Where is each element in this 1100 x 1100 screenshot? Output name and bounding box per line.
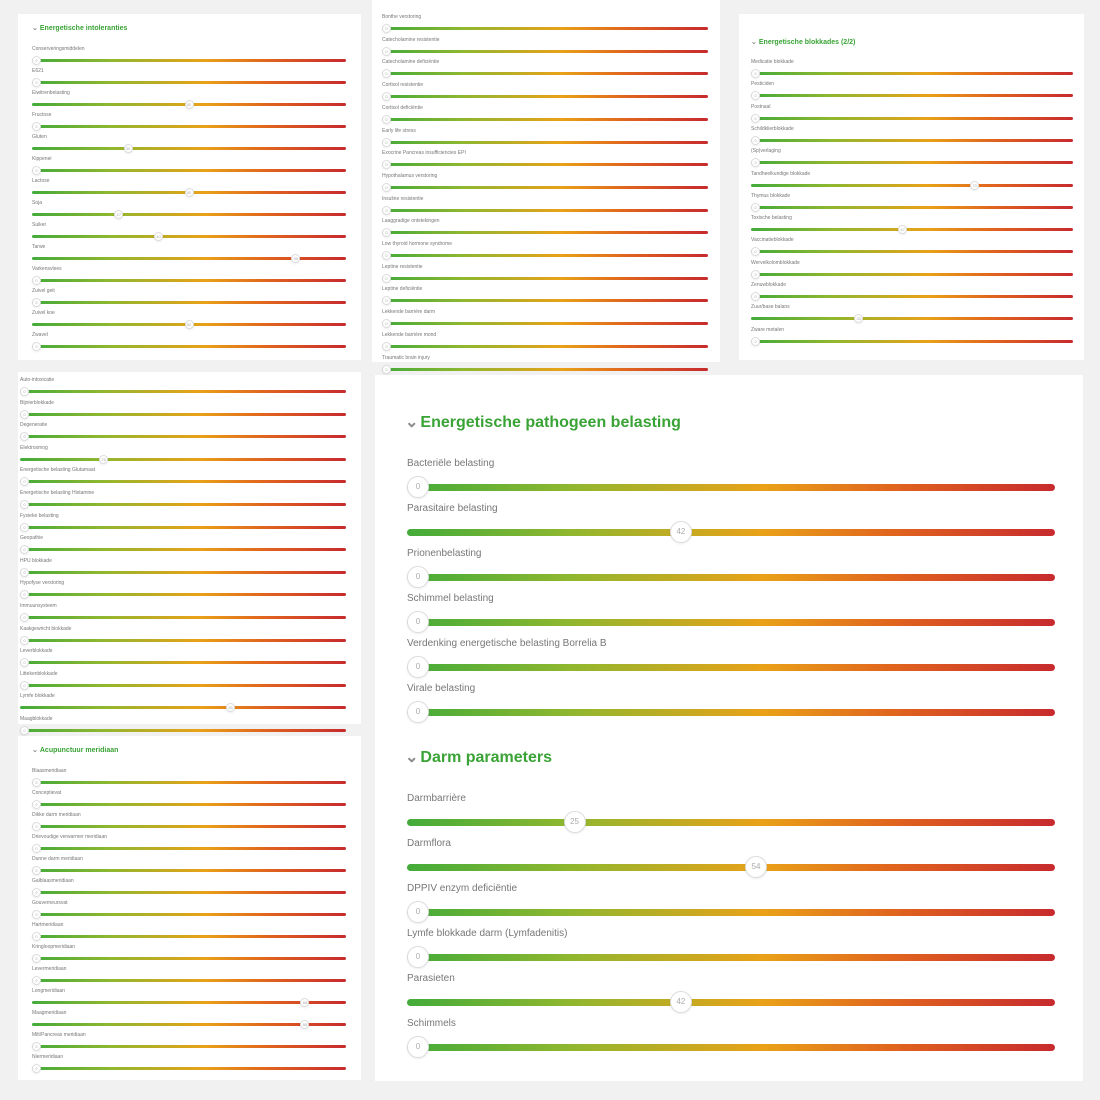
slider-label: Insuline resistentie xyxy=(382,195,424,202)
slider-handle[interactable]: 0 xyxy=(32,1064,41,1073)
panel-meridiaan xyxy=(18,736,361,1080)
slider-handle[interactable]: 0 xyxy=(751,136,760,145)
slider-handle[interactable]: 0 xyxy=(32,910,41,919)
slider-handle[interactable]: 0 xyxy=(20,658,29,667)
slider-track[interactable] xyxy=(382,345,708,348)
slider-handle[interactable]: 42 xyxy=(670,521,692,543)
slider-handle[interactable]: 0 xyxy=(751,114,760,123)
slider-handle[interactable]: 0 xyxy=(382,319,391,328)
slider-label: Bijnierblokkade xyxy=(20,399,54,406)
slider-track[interactable] xyxy=(20,706,346,709)
slider-label: Hartmeridiaan xyxy=(32,922,64,928)
slider-track[interactable] xyxy=(751,273,1073,276)
slider-track[interactable] xyxy=(32,125,346,128)
slider-track[interactable] xyxy=(20,729,346,732)
slider-track[interactable] xyxy=(382,299,708,302)
slider-label: Degeneratie xyxy=(20,422,48,429)
slider-handle[interactable]: 0 xyxy=(32,122,41,131)
section-title-intoleranties[interactable] xyxy=(32,24,127,32)
slider-track[interactable] xyxy=(32,825,346,828)
slider-track[interactable] xyxy=(32,81,346,84)
slider-label: Laaggradige ontstekingen xyxy=(382,218,440,225)
slider-handle[interactable]: 0 xyxy=(382,47,391,56)
slider-label: Darmflora xyxy=(407,838,451,849)
slider-track[interactable] xyxy=(407,864,1055,871)
slider-label: E621 xyxy=(32,68,44,74)
slider-track[interactable] xyxy=(20,684,346,687)
slider-handle[interactable]: 0 xyxy=(20,477,29,486)
section-title-text: Darm parameters xyxy=(420,749,553,766)
slider-track[interactable] xyxy=(32,235,346,238)
slider-handle[interactable]: 47 xyxy=(898,225,907,234)
slider-label: Toxische belasting xyxy=(751,215,792,222)
slider-handle[interactable]: 0 xyxy=(407,701,429,723)
slider-handle[interactable]: 70 xyxy=(970,181,979,190)
chevron-down-icon[interactable]: ⌄ xyxy=(751,39,757,46)
slider-track[interactable] xyxy=(20,526,346,529)
panel-intoleranties xyxy=(18,14,361,360)
slider-label: Schimmels xyxy=(407,1018,456,1029)
slider-handle[interactable]: 0 xyxy=(32,166,41,175)
slider-label: Lymfe blokkade darm (Lymfadenitis) xyxy=(407,928,568,939)
slider-label: Kringloopmeridiaan xyxy=(32,944,76,950)
slider-track[interactable] xyxy=(32,147,346,150)
slider-label: Zenuwblokkade xyxy=(751,282,787,288)
slider-label: Lekkende barrière darm xyxy=(382,309,436,316)
slider-label: Catecholamine deficiëntie xyxy=(382,59,440,66)
slider-track[interactable] xyxy=(32,169,346,172)
slider-label: Early life stress xyxy=(382,127,416,134)
slider-handle[interactable]: 40 xyxy=(154,232,163,241)
slider-label: Energetische belasting Histamine xyxy=(20,490,95,496)
slider-handle[interactable]: 50 xyxy=(185,100,194,109)
slider-track[interactable] xyxy=(32,979,346,982)
slider-label: Fructose xyxy=(32,112,52,118)
slider-handle[interactable]: 0 xyxy=(407,566,429,588)
slider-label: Suiker xyxy=(32,222,47,228)
slider-track[interactable] xyxy=(32,913,346,916)
section-title-darm[interactable] xyxy=(405,747,552,767)
slider-handle[interactable]: 0 xyxy=(32,276,41,285)
slider-track[interactable] xyxy=(32,213,346,216)
slider-track[interactable] xyxy=(20,480,346,483)
slider-handle[interactable]: 0 xyxy=(382,183,391,192)
slider-label: Niermeridiaan xyxy=(32,1054,64,1060)
slider-handle[interactable]: 0 xyxy=(20,590,29,599)
slider-label: Dikke darm meridiaan xyxy=(32,812,81,818)
slider-track[interactable] xyxy=(20,593,346,596)
slider-label: Lactose xyxy=(32,178,50,184)
slider-handle[interactable]: 0 xyxy=(32,56,41,65)
slider-handle[interactable]: 0 xyxy=(382,206,391,215)
slider-track[interactable] xyxy=(20,661,346,664)
slider-label: Lekkende barrière mond xyxy=(382,331,437,338)
slider-label: Leptine resistentie xyxy=(382,263,423,270)
slider-label: Energetische belasting Glutamaat xyxy=(20,467,96,474)
section-title-text: Acupunctuur meridiaan xyxy=(39,747,119,754)
slider-label: HPU blokkade xyxy=(20,557,52,564)
slider-handle[interactable]: 27 xyxy=(114,210,123,219)
slider-label: Darmbarrière xyxy=(407,793,466,804)
slider-track[interactable] xyxy=(751,117,1073,120)
chevron-down-icon[interactable]: ⌄ xyxy=(405,749,419,766)
slider-label: Dunne darm meridiaan xyxy=(32,856,83,862)
slider-label: Immuunsysteem xyxy=(20,603,57,609)
slider-label: Cortisol resistentie xyxy=(382,82,424,89)
slider-track[interactable] xyxy=(407,909,1055,916)
slider-track[interactable] xyxy=(20,413,346,416)
panel-main-large xyxy=(375,375,1083,1081)
slider-handle[interactable]: 0 xyxy=(20,387,29,396)
slider-handle[interactable]: 0 xyxy=(382,115,391,124)
panel-middle-top xyxy=(372,0,720,372)
slider-handle[interactable]: 0 xyxy=(32,888,41,897)
slider-label: Auto-intoxicatie xyxy=(20,377,55,383)
slider-label: DPPIV enzym deficiëntie xyxy=(407,883,518,894)
slider-handle[interactable]: 88 xyxy=(300,1020,309,1029)
section-title-text: Energetische intoleranties xyxy=(39,25,128,32)
slider-handle[interactable]: 0 xyxy=(20,726,29,735)
slider-handle[interactable]: 0 xyxy=(382,342,391,351)
slider-handle[interactable]: 33 xyxy=(854,314,863,323)
slider-track[interactable] xyxy=(32,891,346,894)
slider-label: Gluten xyxy=(32,134,47,140)
slider-label: Eiwitrenbelasting xyxy=(32,90,70,96)
slider-label: Parasitaire belasting xyxy=(407,503,498,514)
slider-track[interactable] xyxy=(382,322,708,325)
slider-track[interactable] xyxy=(751,139,1073,142)
slider-track[interactable] xyxy=(382,27,708,30)
slider-label: Kaakgewricht blokkade xyxy=(20,625,72,632)
slider-handle[interactable]: 0 xyxy=(20,500,29,509)
slider-label: Leptine deficiëntie xyxy=(382,286,423,293)
slider-label: Pesticiden xyxy=(751,81,775,88)
slider-track[interactable] xyxy=(32,1001,346,1004)
slider-label: Thymus blokkade xyxy=(751,192,791,199)
slider-label: Lymfe blokkade xyxy=(20,693,55,700)
slider-label: Conceptievat xyxy=(32,790,62,796)
slider-label: Parasieten xyxy=(407,973,455,984)
slider-handle[interactable]: 85 xyxy=(291,254,300,263)
slider-label: Virale belasting xyxy=(407,683,476,694)
slider-handle[interactable]: 0 xyxy=(751,69,760,78)
slider-track[interactable] xyxy=(751,295,1073,298)
slider-label: Milt/Pancreas meridiaan xyxy=(32,1032,86,1038)
slider-track[interactable] xyxy=(32,957,346,960)
slider-handle[interactable]: 0 xyxy=(20,523,29,532)
slider-handle[interactable]: 0 xyxy=(751,292,760,301)
slider-handle[interactable]: 0 xyxy=(751,247,760,256)
slider-track[interactable] xyxy=(407,574,1055,581)
slider-track[interactable] xyxy=(32,345,346,348)
slider-track[interactable] xyxy=(407,709,1055,716)
slider-handle[interactable]: 0 xyxy=(32,954,41,963)
slider-handle[interactable]: 0 xyxy=(382,138,391,147)
slider-handle[interactable]: 50 xyxy=(185,320,194,329)
slider-handle[interactable]: 88 xyxy=(300,998,309,1007)
slider-handle[interactable]: 0 xyxy=(20,681,29,690)
slider-track[interactable] xyxy=(407,1044,1055,1051)
slider-label: Schimmel belasting xyxy=(407,593,494,604)
slider-track[interactable] xyxy=(32,847,346,850)
slider-track[interactable] xyxy=(20,435,346,438)
slider-handle[interactable]: 0 xyxy=(382,365,391,374)
slider-handle[interactable]: 0 xyxy=(751,158,760,167)
slider-label: Drievoudige verwarmer meridiaan xyxy=(32,834,108,840)
slider-label: Longmeridiaan xyxy=(32,988,66,994)
slider-handle[interactable]: 0 xyxy=(382,160,391,169)
slider-track[interactable] xyxy=(20,458,346,461)
slider-handle[interactable]: 54 xyxy=(745,856,767,878)
slider-label: Low thyroid hormone syndrome xyxy=(382,241,453,247)
slider-track[interactable] xyxy=(751,72,1073,75)
slider-track[interactable] xyxy=(751,340,1073,343)
chevron-down-icon[interactable]: ⌄ xyxy=(405,414,419,431)
slider-label: Soja xyxy=(32,200,43,206)
slider-track[interactable] xyxy=(751,317,1073,320)
slider-handle[interactable]: 0 xyxy=(32,976,41,985)
slider-track[interactable] xyxy=(20,639,346,642)
panel-left-middle xyxy=(18,372,361,733)
slider-handle[interactable]: 0 xyxy=(20,545,29,554)
slider-label: Tandheelkundige blokkade xyxy=(751,170,811,177)
chevron-down-icon[interactable]: ⌄ xyxy=(32,25,38,32)
slider-handle[interactable]: 25 xyxy=(99,455,108,464)
slider-label: Geopathie xyxy=(20,535,44,542)
slider-handle[interactable]: 0 xyxy=(407,476,429,498)
slider-track[interactable] xyxy=(382,72,708,75)
slider-track[interactable] xyxy=(32,301,346,304)
slider-handle[interactable]: 0 xyxy=(751,91,760,100)
slider-label: Schildklierblokkade xyxy=(751,125,794,132)
slider-label: Fysieke belasting xyxy=(20,512,59,519)
slider-handle[interactable]: 0 xyxy=(382,92,391,101)
slider-handle[interactable]: 50 xyxy=(185,188,194,197)
slider-label: Galblaasmeridiaan xyxy=(32,878,74,884)
slider-label: Catecholamine resistentie xyxy=(382,36,440,43)
slider-track[interactable] xyxy=(751,228,1073,231)
slider-track[interactable] xyxy=(32,869,346,872)
slider-handle[interactable]: 0 xyxy=(32,342,41,351)
slider-track[interactable] xyxy=(382,141,708,144)
slider-track[interactable] xyxy=(382,95,708,98)
slider-label: Levermeridiaan xyxy=(32,966,67,972)
slider-track[interactable] xyxy=(382,254,708,257)
slider-track[interactable] xyxy=(32,59,346,62)
section-title-pathogeen[interactable] xyxy=(405,412,681,432)
slider-track[interactable] xyxy=(382,163,708,166)
slider-label: Leverblokkade xyxy=(20,648,53,655)
slider-label: Prionenbelasting xyxy=(407,548,482,559)
slider-track[interactable] xyxy=(20,390,346,393)
slider-label: Zuivel geit xyxy=(32,288,55,294)
slider-label: Tarwe xyxy=(32,244,46,250)
slider-track[interactable] xyxy=(32,935,346,938)
slider-track[interactable] xyxy=(382,50,708,53)
slider-handle[interactable]: 0 xyxy=(382,228,391,237)
slider-label: Medicatie blokkade xyxy=(751,59,794,65)
slider-track[interactable] xyxy=(32,1045,346,1048)
slider-handle[interactable]: 0 xyxy=(407,901,429,923)
slider-handle[interactable]: 0 xyxy=(407,946,429,968)
slider-label: Gouverneursvat xyxy=(32,900,68,906)
slider-track[interactable] xyxy=(32,781,346,784)
slider-label: Wervelkolomblokkade xyxy=(751,259,800,266)
slider-label: Vaccinatieblokkade xyxy=(751,237,794,244)
slider-track[interactable] xyxy=(751,94,1073,97)
slider-label: Elektrosmog xyxy=(20,444,48,451)
slider-handle[interactable]: 0 xyxy=(20,568,29,577)
slider-label: Blaasmeridiaan xyxy=(32,768,67,774)
section-title-blokkades[interactable] xyxy=(751,38,855,46)
slider-handle[interactable]: 0 xyxy=(32,932,41,941)
slider-label: Traumatic brain injury xyxy=(382,354,430,361)
slider-track[interactable] xyxy=(382,231,708,234)
slider-track[interactable] xyxy=(407,484,1055,491)
slider-track[interactable] xyxy=(32,1023,346,1026)
slider-track[interactable] xyxy=(382,118,708,121)
slider-label: Zuivel koe xyxy=(32,310,55,316)
slider-track[interactable] xyxy=(407,529,1055,536)
slider-label: Kippenei xyxy=(32,156,52,162)
slider-track[interactable] xyxy=(32,803,346,806)
slider-label: Maagmeridiaan xyxy=(32,1010,67,1016)
slider-track[interactable] xyxy=(407,819,1055,826)
slider-label: Zware metalen xyxy=(751,326,785,333)
slider-handle[interactable]: 0 xyxy=(32,78,41,87)
slider-handle[interactable]: 0 xyxy=(32,866,41,875)
slider-handle[interactable]: 0 xyxy=(407,656,429,678)
slider-track[interactable] xyxy=(751,250,1073,253)
slider-track[interactable] xyxy=(751,184,1073,187)
slider-label: (Sp)verlaging xyxy=(751,148,781,155)
slider-handle[interactable]: 0 xyxy=(407,1036,429,1058)
section-title-meridiaan[interactable] xyxy=(32,746,118,754)
panel-blokkades xyxy=(739,14,1084,360)
chevron-down-icon[interactable]: ⌄ xyxy=(32,747,38,754)
slider-handle[interactable]: 65 xyxy=(226,703,235,712)
slider-track[interactable] xyxy=(20,571,346,574)
slider-track[interactable] xyxy=(382,277,708,280)
slider-handle[interactable]: 0 xyxy=(32,298,41,307)
slider-label: Varkensvlees xyxy=(32,266,62,272)
slider-track[interactable] xyxy=(751,206,1073,209)
slider-track[interactable] xyxy=(407,664,1055,671)
section-title-text: Energetische pathogeen belasting xyxy=(420,414,681,431)
slider-label: Hypofyse verstoring xyxy=(20,580,65,587)
slider-label: Exocrine Pancreas insufficiencies EPI xyxy=(382,150,466,157)
slider-handle[interactable]: 0 xyxy=(382,69,391,78)
slider-handle[interactable]: 0 xyxy=(382,24,391,33)
slider-handle[interactable]: 0 xyxy=(32,1042,41,1051)
slider-handle[interactable]: 0 xyxy=(20,410,29,419)
slider-handle[interactable]: 0 xyxy=(32,778,41,787)
slider-track[interactable] xyxy=(32,279,346,282)
section-title-text: Energetische blokkades (2/2) xyxy=(758,39,856,46)
slider-handle[interactable]: 0 xyxy=(751,270,760,279)
slider-track[interactable] xyxy=(32,1067,346,1070)
slider-label: Bacteriële belasting xyxy=(407,458,495,469)
slider-label: Bonthe verstoring xyxy=(382,14,422,20)
slider-label: Zuur/base balans xyxy=(751,304,790,311)
slider-track[interactable] xyxy=(382,209,708,212)
slider-handle[interactable]: 0 xyxy=(382,251,391,260)
slider-handle[interactable]: 30 xyxy=(124,144,133,153)
slider-label: Conserveringsmiddelen xyxy=(32,46,85,52)
slider-track[interactable] xyxy=(20,503,346,506)
slider-track[interactable] xyxy=(407,619,1055,626)
slider-track[interactable] xyxy=(407,999,1055,1006)
slider-label: Littekenblokkade xyxy=(20,670,58,677)
slider-handle[interactable]: 0 xyxy=(407,611,429,633)
slider-track[interactable] xyxy=(382,186,708,189)
slider-handle[interactable]: 0 xyxy=(32,844,41,853)
slider-label: Zwavel xyxy=(32,332,48,338)
slider-handle[interactable]: 25 xyxy=(564,811,586,833)
slider-handle[interactable]: 0 xyxy=(32,822,41,831)
slider-handle[interactable]: 0 xyxy=(751,337,760,346)
slider-track[interactable] xyxy=(20,548,346,551)
slider-handle[interactable]: 0 xyxy=(20,636,29,645)
slider-label: Maagblokkade xyxy=(20,716,53,722)
slider-handle[interactable]: 0 xyxy=(751,203,760,212)
slider-label: Cortisol deficiëntie xyxy=(382,104,423,111)
slider-track[interactable] xyxy=(407,954,1055,961)
slider-handle[interactable]: 0 xyxy=(20,432,29,441)
slider-track[interactable] xyxy=(751,161,1073,164)
slider-track[interactable] xyxy=(382,368,708,371)
slider-handle[interactable]: 42 xyxy=(670,991,692,1013)
slider-label: Postnaal xyxy=(751,103,771,110)
slider-handle[interactable]: 0 xyxy=(382,274,391,283)
slider-handle[interactable]: 0 xyxy=(382,296,391,305)
slider-handle[interactable]: 0 xyxy=(20,613,29,622)
slider-handle[interactable]: 0 xyxy=(32,800,41,809)
slider-track[interactable] xyxy=(20,616,346,619)
slider-label: Verdenking energetische belasting Borrelia B xyxy=(407,638,607,649)
slider-label: Hypothalamus verstoring xyxy=(382,172,438,179)
